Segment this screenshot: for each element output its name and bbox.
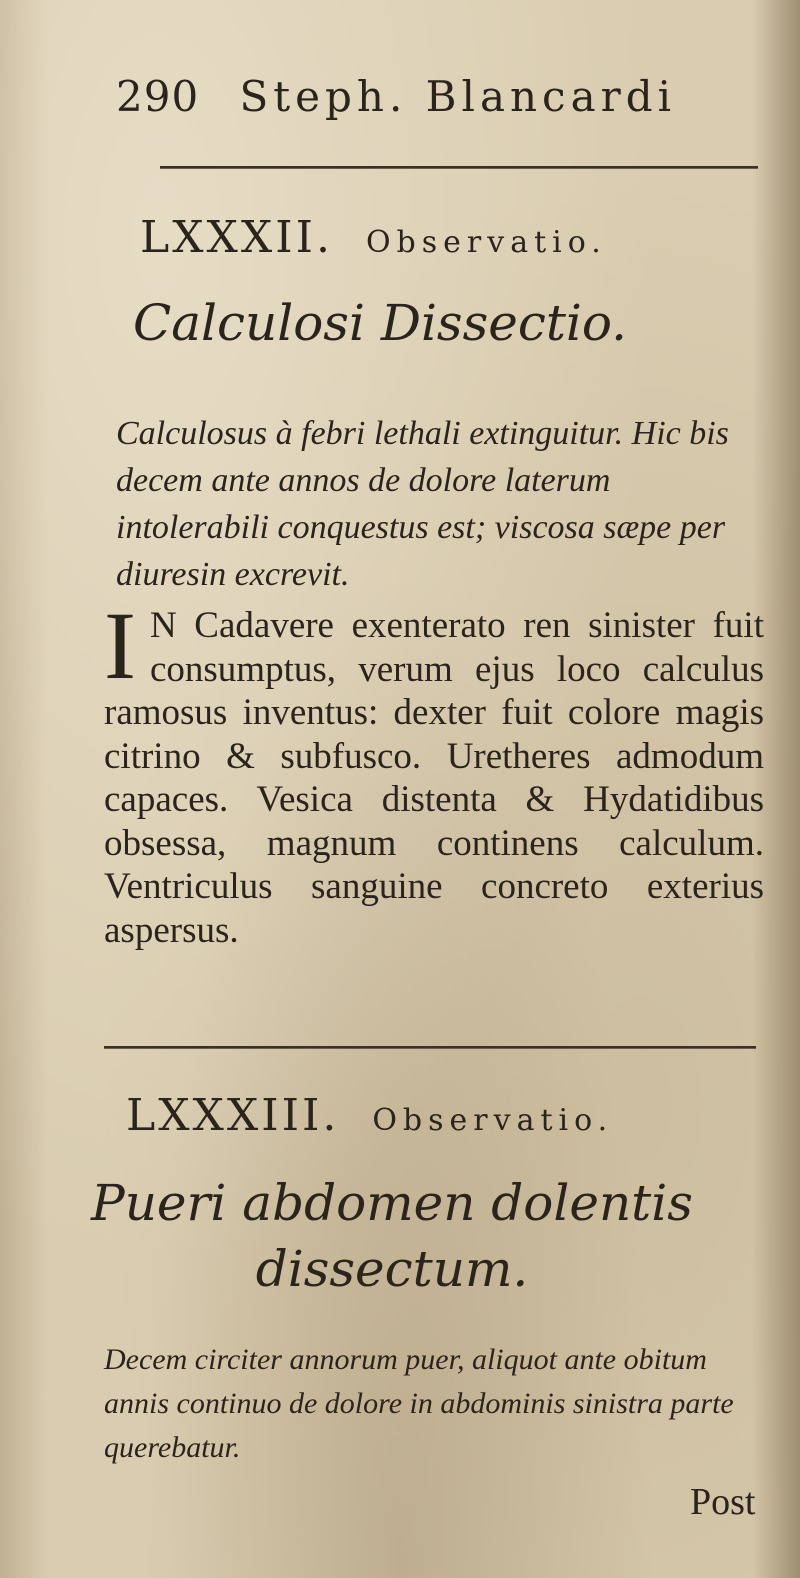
header-rule [160,166,758,169]
observation-83-label: Observatio. [372,1103,614,1138]
observation-82-body [104,592,764,952]
catchword: Post [690,1481,756,1523]
observation-82-label: Observatio. [365,225,607,260]
observation-83-title-line2: dissectum. [255,1240,529,1298]
observation-82-body-text: N Cadavere exenterato ren sinister fuit consumptus, verum ejus loco calculus ramosus inventus: dexter fuit colore magis citrino & subfusco. Uretheres admodum capaces. Vesica distenta & Hydatidibus obsessa, magnum continens calculum. Ventriculus sanguine concreto exterius aspersus. [104,605,764,951]
drop-cap: I [104,592,136,699]
observation-83-numeral: LXXXIII. [126,1090,340,1141]
observation-83-summary: Decem circiter annorum puer, aliquot ante obitum annis continuo de dolore in abdominis sinistra parte querebatur. [104,1343,734,1464]
running-head [116,72,756,121]
running-head-author: Steph. Blancardi [239,72,677,121]
observation-83-title-line1: Pueri abdomen dolentis [91,1174,693,1232]
observation-82-summary: Calculosus à febri lethali extinguitur. Hic bis decem ante annos de dolore laterum intolerabili conquestus est; viscosa sæpe per diuresin excrevit. [116,415,729,593]
observation-83-heading [126,1090,613,1141]
observation-82-title: Calculosi Dissectio. [132,294,628,352]
observation-82-heading [140,212,607,263]
observation-83-title [0,1170,792,1302]
section-rule [104,1046,756,1049]
page-number: 290 [116,72,200,121]
observation-82-numeral: LXXXII. [140,212,333,263]
